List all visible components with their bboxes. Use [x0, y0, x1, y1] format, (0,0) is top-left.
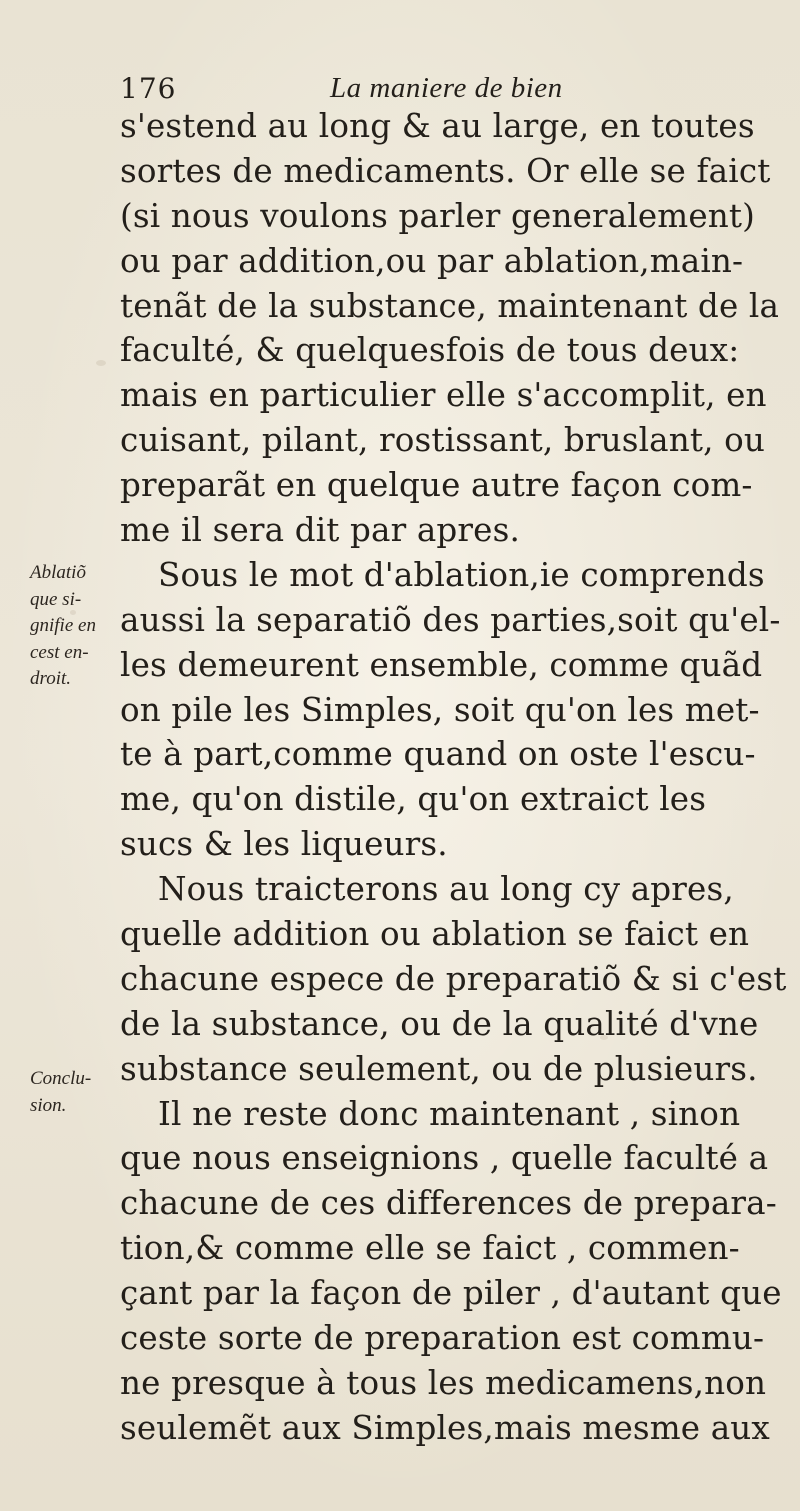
text-line: çant par la façon de piler , d'autant que [120, 1274, 782, 1313]
paragraph-start-line: Il ne reste donc maintenant , sinon [158, 1094, 741, 1133]
margin-note-line: droit. [30, 668, 71, 689]
text-line: s'estend au long & au large, en toutes [120, 107, 755, 145]
margin-note-line: cest en- [30, 641, 89, 663]
margin-note-ablation [30, 560, 122, 693]
text-line: ou par addition,ou par ablation,main- [120, 241, 744, 280]
margin-note-line: gnifie en [30, 615, 96, 636]
text-line: sucs & les liqueurs. [120, 825, 448, 864]
margin-note-line: Conclu- [30, 1068, 92, 1089]
text-line: mais en particulier elle s'accomplit, en [120, 376, 767, 415]
margin-note-line: que si- [30, 588, 82, 610]
margin-note-line: sion. [30, 1094, 67, 1116]
margin-note-line: Ablatiõ [30, 562, 86, 583]
text-line: preparãt en quelque autre façon com- [120, 466, 753, 505]
text-line: tenãt de la substance, maintenant de la [120, 286, 780, 325]
text-line: tion,& comme elle se faict , commen- [120, 1229, 740, 1268]
text-line: seulemẽt aux Simples,mais mesme aux [120, 1408, 770, 1447]
ink-speck [96, 360, 106, 366]
text-line: cuisant, pilant, rostissant, bruslant, ou [120, 421, 766, 460]
text-line: chacune de ces differences de prepara- [120, 1184, 777, 1223]
text-line: substance seulement, ou de plusieurs. [120, 1049, 758, 1088]
page-number: 176 [120, 72, 177, 105]
text-line: que nous enseignions , quelle faculté a [120, 1139, 769, 1178]
text-line: (si nous voulons parler generalement) [120, 196, 756, 235]
text-line: me, qu'on distile, qu'on extraict les [120, 780, 707, 819]
text-line: on pile les Simples, soit qu'on les met- [120, 690, 760, 729]
margin-note-conclusion [30, 1066, 122, 1119]
paragraph-start-line: Nous traicterons au long cy apres, [158, 870, 734, 909]
body-text [120, 104, 800, 1451]
text-line: aussi la separatiõ des parties,soit qu'el- [120, 600, 781, 639]
text-line: ne presque à tous les medicamens,non [120, 1363, 767, 1402]
text-line: ceste sorte de preparation est commu- [120, 1319, 765, 1358]
text-line: faculté, & quelquesfois de tous deux: [120, 331, 740, 370]
text-line: te à part,comme quand on oste l'escu- [120, 735, 756, 774]
paragraph-start-line: Sous le mot d'ablation,ie comprends [158, 555, 765, 594]
text-line: chacune espece de preparatiõ & si c'est [120, 959, 787, 998]
text-line: me il sera dit par apres. [120, 511, 520, 550]
text-line: les demeurent ensemble, comme quãd [120, 645, 763, 684]
text-line: de la substance, ou de la qualité d'vne [120, 1004, 759, 1043]
text-line: quelle addition ou ablation se faict en [120, 915, 750, 954]
running-title: La maniere de bien [330, 72, 563, 104]
text-line: sortes de medicaments. Or elle se faict [120, 151, 771, 190]
